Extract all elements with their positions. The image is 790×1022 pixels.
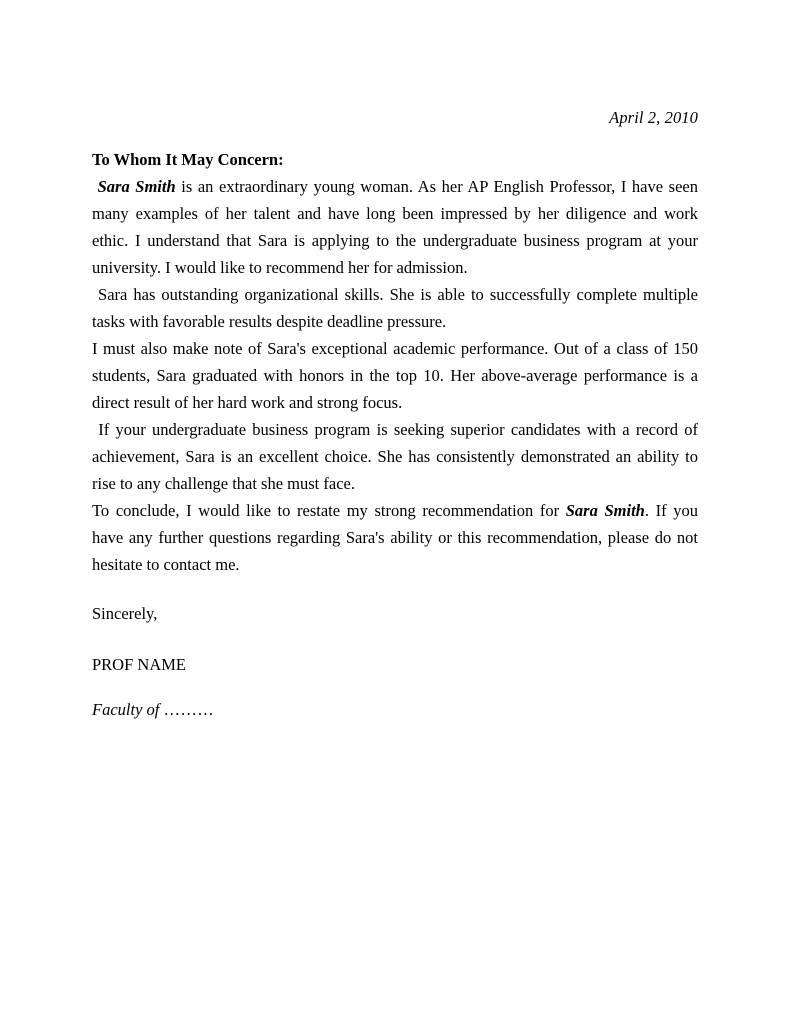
paragraph-conclusion-end: . If you have any further questions regarding Sara's ability or this recommendation, please do not hesitate to contact me. (92, 501, 698, 574)
paragraph-academic-performance (92, 335, 698, 416)
paragraph-superior-text: If your undergraduate business program is seeking superior candidates with a record of achievement, Sara is an excellent choice. She has consistently demonstrated an ability to rise to any challenge that she must face. (92, 420, 698, 493)
signature-faculty (92, 696, 698, 723)
paragraph-conclusion (92, 497, 698, 578)
signature-name: PROF NAME (92, 655, 186, 674)
paragraph-intro-text: is an extraordinary young woman. As her AP English Professor, I have seen many examples of her talent and have long been impressed by her diligence and work ethic. I understand that Sara is applying to the undergraduate business program at your university. I would like to recommend her for admission. (92, 177, 698, 277)
paragraph-conclusion-start: To conclude, I would like to restate my strong recommendation for (92, 501, 566, 520)
paragraph-intro (92, 173, 698, 281)
recipient-name-intro: Sara Smith (97, 177, 176, 196)
paragraph-organizational-skills (92, 281, 698, 335)
signature-faculty-dots: ……… (163, 700, 215, 719)
recipient-name-conclusion: Sara Smith (565, 501, 645, 520)
letter-body (92, 0, 698, 723)
paragraph-organizational-text: Sara has outstanding organizational skills. She is able to successfully complete multiple tasks with favorable results despite deadline pressure. (92, 285, 699, 331)
paragraph-academic-text: I must also make note of Sara's exceptional academic performance. Out of a class of 150 students, Sara graduated with honors in the top 10. Her above-average performance is a direct result of her hard work and strong focus. (92, 339, 698, 412)
signature-closing: Sincerely, (92, 604, 158, 623)
letter-date: April 2, 2010 (609, 108, 698, 127)
paragraph-superior-candidate (92, 416, 698, 497)
letter-salutation: To Whom It May Concern: (92, 150, 284, 169)
signature-faculty-label: Faculty of (92, 700, 160, 719)
